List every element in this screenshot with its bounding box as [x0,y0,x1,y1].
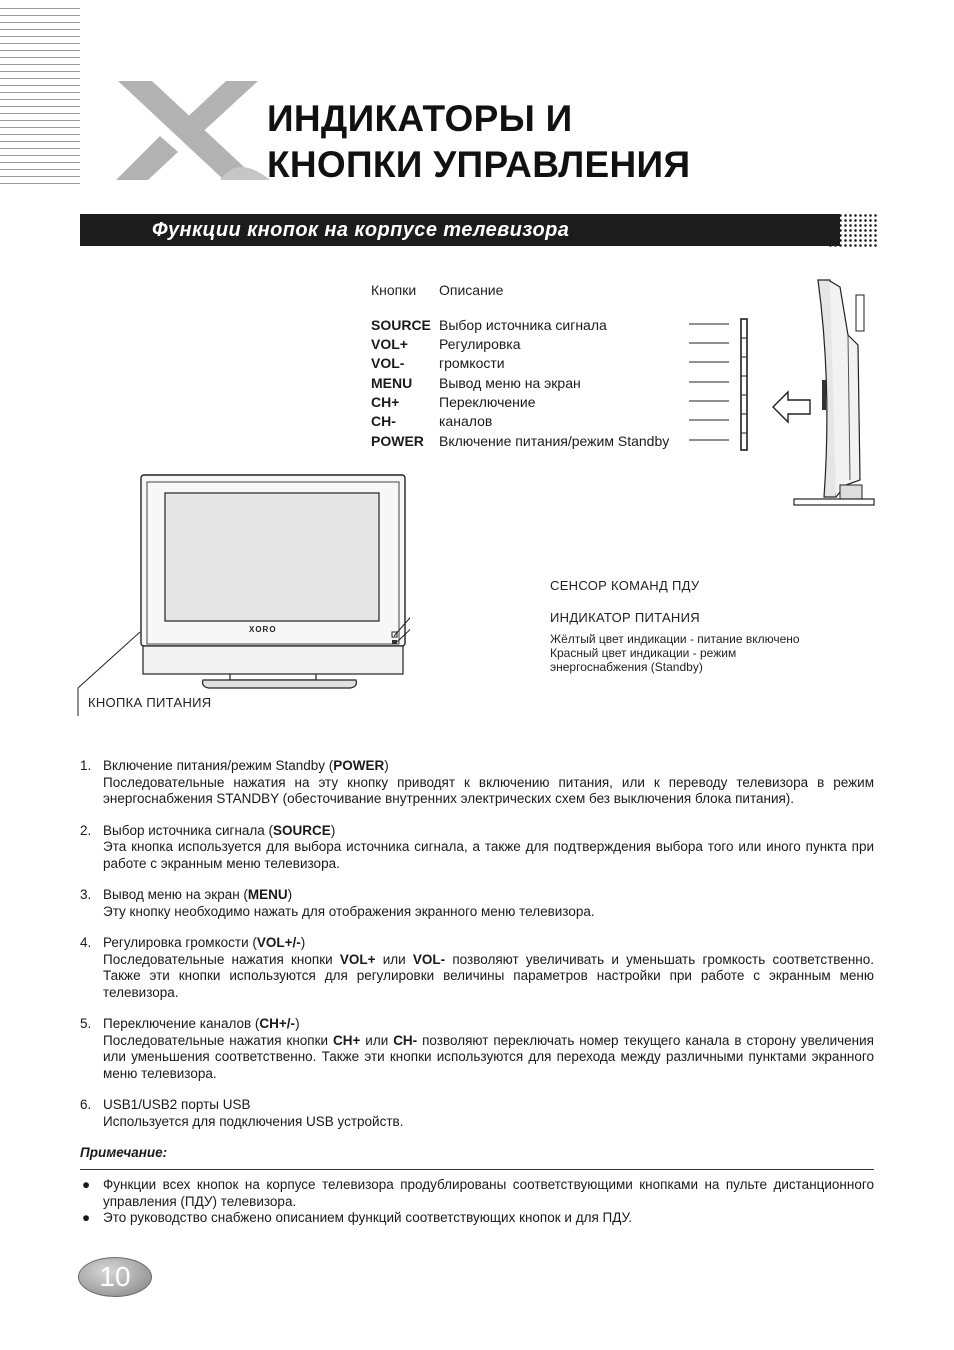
bullet-icon: ● [82,1177,91,1192]
button-functions-list [80,758,874,1145]
tv-side-view-diagram [680,275,880,510]
brand-logo: XORO [249,625,277,634]
x-logo-icon [108,76,270,186]
indicator-note-standby: энергоснабжения (Standby) [550,660,703,674]
button-name-ch-plus: CH+ [371,394,400,410]
button-desc-vol-minus: громкости [439,355,505,371]
list-item: 4. Регулировка громкости (VOL+/-) Последовательные нажатия кнопки VOL+ или VOL- позволяют увеличивать и уменьшать громкость соответственно. Также эти кнопки используются для регулировки величины параметров настройки при работе с экранным меню телевизора. [80,935,874,1000]
remote-sensor-label: СЕНСОР КОМАНД ПДУ [550,578,700,593]
item-title: Вывод меню на экран (MENU) [103,887,293,902]
section-title: Функции кнопок на корпусе телевизора [152,219,570,241]
note-title: Примечание: [80,1145,168,1160]
list-item: 1. Включение питания/режим Standby (POWER) Последовательные нажатия на эту кнопку приводят к включению питания, или к переводу телевизора в режим энергоснабжения STANDBY (обесточивание внутренних электрических схем без выключения блока питания). [80,758,874,806]
button-desc-ch-plus: Переключение [439,394,536,410]
button-desc-menu: Вывод меню на экран [439,375,581,391]
button-name-menu: MENU [371,375,413,391]
item-text: Эту кнопку необходимо нажать для отображения экранного меню телевизора. [103,903,595,919]
button-name-source: SOURCE [371,317,431,333]
table-header-buttons: Кнопки [371,282,417,298]
decorative-stripes [0,8,80,184]
note-item: ● Функции всех кнопок на корпусе телевизора продублированы соответствующими кнопками на пульте дистанционного управления (ПДУ) телевизора. [82,1177,874,1209]
note-list [80,1177,874,1227]
tv-front-view-diagram [70,470,410,720]
button-desc-ch-minus: каналов [439,413,493,429]
page-number: 10 [78,1257,152,1297]
button-name-power: POWER [371,433,424,449]
list-item: 3. Вывод меню на экран (MENU) Эту кнопку необходимо нажать для отображения экранного меню телевизора. [80,887,874,920]
indicator-note-yellow: Жёлтый цвет индикации - питание включено [550,632,800,646]
button-name-ch-minus: CH- [371,413,396,429]
note-item: ● Это руководство снабжено описанием функций соответствующих кнопок и для ПДУ. [82,1210,633,1225]
indicator-note-red: Красный цвет индикации - режим [550,646,737,660]
power-button-label: КНОПКА ПИТАНИЯ [88,695,212,710]
item-title: Регулировка громкости (VOL+/-) [103,935,306,950]
halftone-dots [828,213,878,247]
item-text: Последовательные нажатия кнопки CH+ или CH- позволяют переключать номер текущего канала в сторону увеличения или уменьшения соответственно. Также эти кнопки используются для перехода между различными пунктами экранного меню телевизора. [103,1032,874,1081]
button-desc-source: Выбор источника сигнала [439,317,607,333]
item-text: Последовательные нажатия на эту кнопку приводят к включению питания, или к переводу телевизора в режим энергоснабжения STANDBY (обесточивание внутренних электрических схем без выключения блока питания). [103,774,874,806]
item-text: Последовательные нажатия кнопки VOL+ или VOL- позволяют увеличивать и уменьшать громкость соответственно. Также эти кнопки используются для регулировки величины параметров настройки при работе с экранным меню телевизора. [103,951,874,1000]
button-name-vol-plus: VOL+ [371,336,408,352]
bullet-icon: ● [82,1210,91,1225]
button-desc-power: Включение питания/режим Standby [439,433,670,449]
button-name-vol-minus: VOL- [371,355,405,371]
item-title: Включение питания/режим Standby (POWER) [103,758,389,773]
item-title: USB1/USB2 порты USB [103,1097,251,1112]
list-item: 6. USB1/USB2 порты USB Используется для подключения USB устройств. [80,1097,874,1130]
power-indicator-label: ИНДИКАТОР ПИТАНИЯ [550,610,700,625]
item-text: Используется для подключения USB устройств. [103,1113,404,1129]
list-item: 2. Выбор источника сигнала (SOURCE) Эта кнопка используется для выбора источника сигнала, а также для подтверждения выбора того или иного пункта при работе с экранным меню телевизора. [80,822,874,871]
item-title: Переключение каналов (CH+/-) [103,1016,300,1031]
item-title: Выбор источника сигнала (SOURCE) [103,822,336,838]
note-divider [80,1169,874,1170]
list-item: 5. Переключение каналов (CH+/-) Последовательные нажатия кнопки CH+ или CH- позволяют переключать номер текущего канала в сторону увеличения или уменьшения соответственно. Также эти кнопки используются для перехода между различными пунктами экранного меню телевизора. [80,1016,874,1081]
page-title: ИНДИКАТОРЫ И КНОПКИ УПРАВЛЕНИЯ [267,98,691,185]
button-desc-vol-plus: Регулировка [439,336,521,352]
item-text: Эта кнопка используется для выбора источника сигнала, а также для подтверждения выбора того или иного пункта при работе с экранным меню телевизора. [103,839,874,871]
table-header-description: Описание [439,282,504,298]
